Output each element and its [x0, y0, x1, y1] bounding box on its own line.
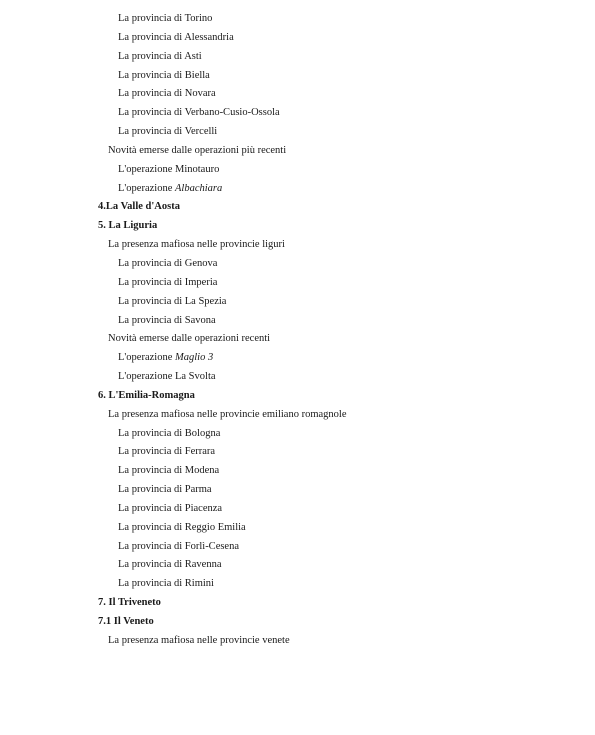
toc-item	[0, 29, 595, 48]
toc-item	[0, 67, 595, 86]
toc-subsection	[0, 236, 595, 255]
toc-section-heading	[0, 594, 595, 613]
toc-entry-text: L'operazione Minotauro	[118, 163, 220, 175]
toc-item	[0, 312, 595, 331]
toc-entry-text: 6. L'Emilia-Romagna	[98, 389, 195, 401]
toc-entry-text: La provincia di Novara	[118, 88, 216, 100]
toc-entry-text: La provincia di Verbano-Cusio-Ossola	[118, 107, 280, 119]
toc-entry-text: La provincia di Genova	[118, 257, 218, 269]
toc-item	[0, 10, 595, 29]
toc-entry-text: La provincia di Torino	[118, 13, 213, 24]
toc-item	[0, 123, 595, 142]
toc-entry-text: La provincia di Asti	[118, 50, 202, 62]
toc-entry-text: La provincia di Piacenza	[118, 502, 223, 514]
toc-entry-text: La provincia di Ravenna	[118, 559, 222, 571]
toc-item	[0, 481, 595, 500]
toc-entry-text: La provincia di Ferrara	[118, 446, 216, 458]
toc-entry-text: La provincia di Parma	[118, 484, 212, 496]
toc-item	[0, 538, 595, 557]
toc-entry-text: 7.1 Il Veneto	[98, 616, 154, 627]
toc-entry-text: La provincia di La Spezia	[118, 295, 227, 307]
toc-item	[0, 48, 595, 67]
toc-item	[0, 443, 595, 462]
toc-entry-text: Novità emerse dalle operazioni più recenti	[108, 144, 287, 156]
toc-entry-text: La presenza mafiosa nelle provincie emiliano romagnole	[108, 408, 347, 420]
toc-item	[0, 575, 595, 594]
toc-entry-text: La provincia di Savona	[118, 314, 216, 326]
toc-item	[0, 349, 595, 368]
toc-item	[0, 556, 595, 575]
toc-entry-text: La provincia di Alessandria	[118, 31, 234, 43]
toc-subsection	[0, 330, 595, 349]
toc-entry-text: L'operazione La Svolta	[118, 371, 216, 383]
toc-item	[0, 180, 595, 199]
toc-entry-text: L'operazione	[118, 352, 175, 364]
toc-item	[0, 293, 595, 312]
toc-entry-text: La provincia di Forlì-Cesena	[118, 540, 240, 552]
toc-item	[0, 368, 595, 387]
toc-entry-text: La presenza mafiosa nelle provincie venete	[108, 634, 290, 646]
toc-entry-text: La provincia di Modena	[118, 465, 220, 477]
toc-item	[0, 274, 595, 293]
toc-entry-text: La provincia di Vercelli	[118, 126, 218, 138]
toc-subsection	[0, 142, 595, 161]
toc-section-heading	[0, 217, 595, 236]
toc-section-heading	[0, 387, 595, 406]
toc-entry-text: La provincia di Imperia	[118, 276, 218, 288]
toc-item	[0, 462, 595, 481]
toc-entry-text: 5. La Liguria	[98, 220, 158, 232]
table-of-contents	[0, 10, 595, 651]
toc-entry-text: 4.La Valle d'Aosta	[98, 201, 180, 213]
toc-entry-italic-text: Maglio 3	[175, 352, 214, 364]
toc-entry-text: La presenza mafiosa nelle provincie liguri	[108, 239, 285, 251]
toc-entry-text: La provincia di Bologna	[118, 427, 221, 439]
toc-item	[0, 425, 595, 444]
toc-entry-text: L'operazione	[118, 182, 175, 194]
toc-entry-text: La provincia di Reggio Emilia	[118, 521, 246, 533]
toc-entry-text: La provincia di Biella	[118, 69, 210, 81]
toc-section-heading	[0, 613, 595, 632]
toc-section-heading	[0, 198, 595, 217]
toc-subsection	[0, 406, 595, 425]
toc-item	[0, 255, 595, 274]
toc-item	[0, 519, 595, 538]
toc-entry-text: Novità emerse dalle operazioni recenti	[108, 333, 271, 345]
toc-item	[0, 104, 595, 123]
toc-subsection	[0, 632, 595, 651]
toc-entry-text: 7. Il Triveneto	[98, 597, 161, 609]
toc-item	[0, 161, 595, 180]
toc-item	[0, 85, 595, 104]
toc-entry-italic-text: Albachiara	[175, 182, 223, 194]
toc-item	[0, 500, 595, 519]
toc-entry-text: La provincia di Rimini	[118, 578, 214, 590]
